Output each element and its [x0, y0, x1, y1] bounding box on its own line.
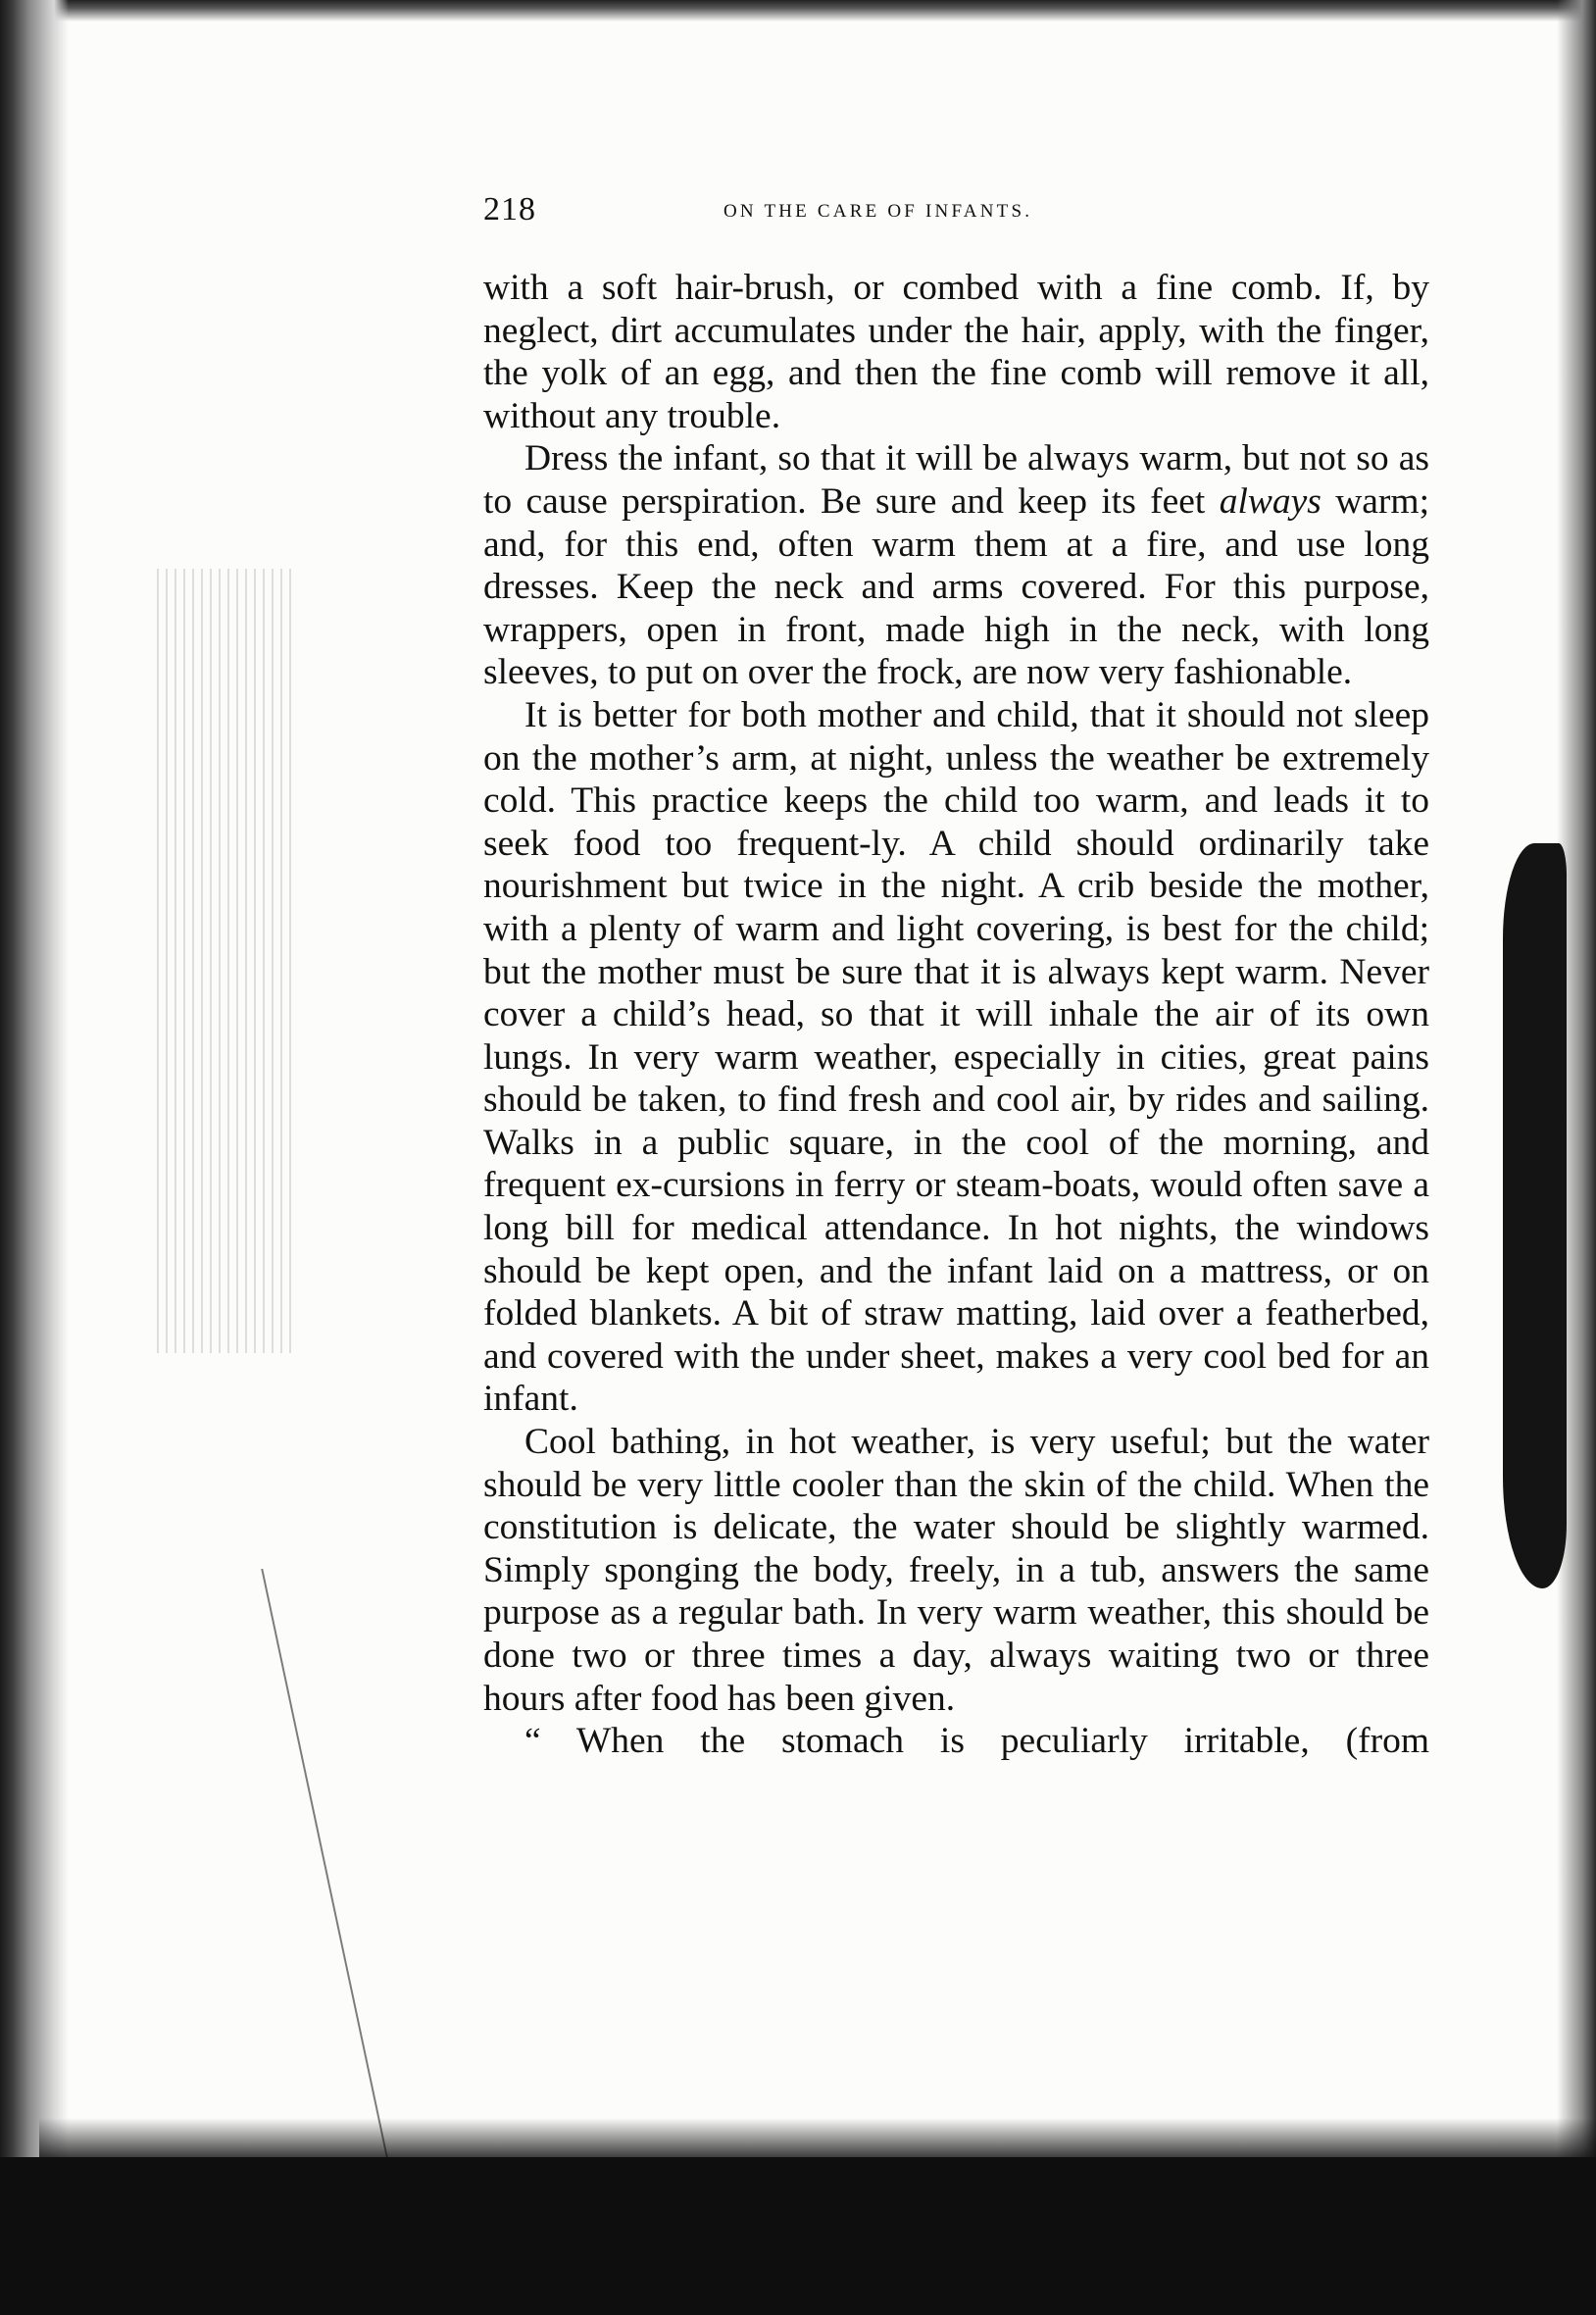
page-top-edge-shadow: [0, 0, 1596, 22]
page-number: 218: [483, 191, 536, 227]
paragraph-3: It is better for both mother and child, that it should not sleep on the mother’s arm, at night, unless the weather be extremely cold. This practice keeps the child too warm, and leads it to seek food too frequent-ly. A child should ordinarily take nourishment but twice in the night. A crib beside the mother, with a plenty of warm and light covering, is best for the child; but the mother must be sure that it is always kept warm. Never cover a child’s head, so that it will inhale the air of its own lungs. In very warm weather, especially in cities, great pains should be taken, to find fresh and cool air, by rides and sailing. Walks in a public square, in the cool of the morning, and frequent ex-cursions in ferry or steam-boats, would often save a long bill for medical attendance. In hot nights, the windows should be kept open, and the infant laid on a mattress, or on folded blankets. A bit of straw matting, laid over a featherbed, and covered with the under sheet, makes a very cool bed for an infant.: [483, 694, 1429, 1420]
gutter-bleed-through: [157, 569, 294, 1353]
paragraph-5: “ When the stomach is peculiarly irritable, (from: [524, 1721, 1429, 1762]
paragraph-2-before: Dress the infant, so that it will be always warm, but not so as to cause perspiration. Be sure and keep its feet: [483, 438, 1429, 522]
paragraph-2: [483, 437, 1429, 694]
page-header: [483, 191, 1429, 230]
binding-shadow: [0, 0, 69, 2315]
paragraph-2-after: warm; and, for this end, often warm them at a fire, and use long dresses. Keep the neck and arms covered. For this purpose, wrappers, open in front, made high in the neck, with long sleeves, to put on over the frock, are now very fashionable.: [483, 480, 1429, 693]
margin-pencil-marks: [261, 1569, 506, 2157]
running-head: ON THE CARE OF INFANTS.: [723, 201, 1033, 222]
paragraph-2-emphasis: always: [1219, 480, 1322, 522]
body-text: [483, 267, 1429, 1763]
right-margin-dark-blot: [1503, 843, 1567, 1588]
paragraph-4: Cool bathing, in hot weather, is very useful; but the water should be very little cooler than the skin of the child. When the constitution is delicate, the water should be slightly warmed. Simply sponging the body, freely, in a tub, answers the same purpose as a regular bath. In very warm weather, this should be done two or three times a day, always waiting two or three hours after food has been given.: [483, 1422, 1429, 1719]
bottom-dark-band: [0, 2157, 1596, 2315]
paragraph-1: with a soft hair-brush, or combed with a fine comb. If, by neglect, dirt accumulates under the hair, apply, with the finger, the yolk of an egg, and then the fine comb will remove it all, without any trouble.: [483, 268, 1429, 436]
